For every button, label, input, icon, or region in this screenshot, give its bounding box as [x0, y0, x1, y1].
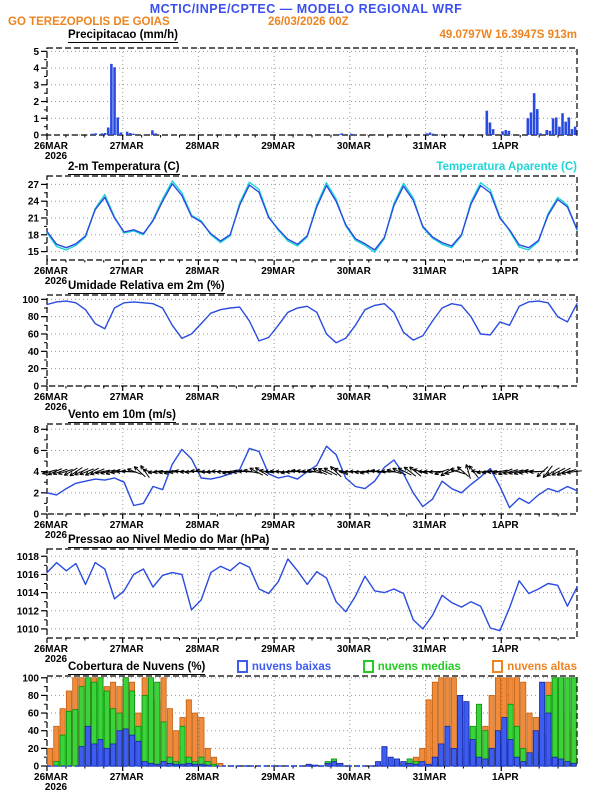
panel-title-pressure: Pressao ao Nivel Medio do Mar (hPa) [68, 534, 270, 546]
svg-text:1010: 1010 [16, 624, 39, 636]
panel-title-temperature: 2-m Temperatura (C) [68, 161, 180, 173]
svg-text:80: 80 [27, 312, 39, 324]
svg-text:29MAR: 29MAR [261, 772, 296, 783]
model-title: MCTIC/INPE/CPTEC — MODELO REGIONAL WRF [149, 2, 463, 16]
svg-text:28MAR: 28MAR [185, 772, 220, 783]
svg-text:1APR: 1APR [491, 520, 519, 531]
svg-text:1APR: 1APR [491, 392, 519, 403]
svg-text:26MAR: 26MAR [34, 141, 68, 152]
svg-text:2: 2 [33, 97, 39, 109]
svg-text:1APR: 1APR [491, 644, 519, 655]
svg-text:30MAR: 30MAR [336, 772, 371, 783]
svg-text:2026: 2026 [44, 402, 68, 413]
station-coordinates: 49.0797W 16.3947S 913m [439, 29, 577, 41]
svg-text:1APR: 1APR [491, 266, 519, 277]
svg-text:31MAR: 31MAR [412, 644, 447, 655]
svg-text:27: 27 [27, 179, 39, 191]
svg-text:1018: 1018 [16, 551, 39, 563]
svg-text:29MAR: 29MAR [261, 392, 296, 403]
svg-text:100: 100 [22, 673, 39, 685]
panel-title-clouds: Cobertura de Nuvens (%) [68, 660, 206, 673]
svg-text:60: 60 [27, 708, 39, 720]
apparent-temperature-label: Temperatura Aparente (C) [436, 161, 577, 173]
svg-text:30MAR: 30MAR [336, 392, 371, 403]
svg-text:27MAR: 27MAR [109, 266, 144, 277]
svg-text:26MAR: 26MAR [34, 266, 68, 277]
svg-text:30MAR: 30MAR [336, 266, 371, 277]
svg-text:0: 0 [33, 130, 39, 142]
svg-text:27MAR: 27MAR [109, 644, 144, 655]
svg-text:1: 1 [33, 113, 39, 125]
svg-text:60: 60 [27, 329, 39, 341]
svg-text:6: 6 [33, 445, 39, 457]
svg-text:40: 40 [27, 346, 39, 358]
svg-text:28MAR: 28MAR [185, 520, 220, 531]
svg-text:1APR: 1APR [491, 772, 519, 783]
svg-text:80: 80 [27, 690, 39, 702]
svg-text:30MAR: 30MAR [336, 520, 371, 531]
svg-text:18: 18 [27, 230, 39, 242]
svg-text:29MAR: 29MAR [261, 644, 296, 655]
svg-text:27MAR: 27MAR [109, 141, 144, 152]
legend-mid-clouds: nuvens medias [363, 660, 461, 673]
svg-text:31MAR: 31MAR [412, 141, 447, 152]
svg-text:24: 24 [27, 196, 39, 208]
svg-text:0: 0 [33, 761, 39, 773]
svg-text:40: 40 [27, 726, 39, 738]
svg-text:21: 21 [27, 213, 39, 225]
svg-text:31MAR: 31MAR [412, 772, 447, 783]
station-name: GO TEREZOPOLIS DE GOIAS [8, 16, 170, 28]
svg-text:29MAR: 29MAR [261, 141, 296, 152]
svg-text:100: 100 [22, 294, 39, 306]
svg-text:20: 20 [27, 743, 39, 755]
svg-text:5: 5 [33, 46, 39, 58]
svg-text:28MAR: 28MAR [185, 141, 220, 152]
svg-text:30MAR: 30MAR [336, 644, 371, 655]
svg-text:27MAR: 27MAR [109, 772, 144, 783]
svg-text:1014: 1014 [16, 588, 39, 600]
run-datetime: 26/03/2026 00Z [268, 16, 349, 28]
svg-text:8: 8 [33, 424, 39, 436]
svg-text:29MAR: 29MAR [261, 266, 296, 277]
svg-text:27MAR: 27MAR [109, 392, 144, 403]
legend-low-clouds: nuvens baixas [237, 660, 331, 673]
svg-text:20: 20 [27, 364, 39, 376]
svg-text:29MAR: 29MAR [261, 520, 296, 531]
svg-text:30MAR: 30MAR [336, 141, 371, 152]
svg-text:0: 0 [33, 381, 39, 393]
svg-text:1016: 1016 [16, 569, 39, 581]
svg-text:15: 15 [27, 247, 39, 259]
svg-text:2026: 2026 [44, 151, 68, 162]
svg-text:2026: 2026 [44, 654, 68, 665]
panel-title-humidity: Umidade Relativa em 2m (%) [68, 280, 225, 292]
svg-text:31MAR: 31MAR [412, 266, 447, 277]
svg-text:26MAR: 26MAR [34, 772, 68, 783]
svg-text:0: 0 [33, 509, 39, 521]
svg-text:26MAR: 26MAR [34, 520, 68, 531]
svg-text:1APR: 1APR [491, 141, 519, 152]
svg-text:28MAR: 28MAR [185, 392, 220, 403]
svg-text:2026: 2026 [44, 276, 68, 287]
legend-high-clouds: nuvens altas [492, 660, 577, 673]
svg-text:26MAR: 26MAR [34, 392, 68, 403]
panel-title-wind: Vento em 10m (m/s) [68, 409, 177, 421]
svg-text:2026: 2026 [44, 782, 68, 792]
svg-text:27MAR: 27MAR [109, 520, 144, 531]
svg-text:2026: 2026 [44, 530, 68, 541]
svg-text:1012: 1012 [16, 606, 39, 618]
svg-text:26MAR: 26MAR [34, 644, 68, 655]
svg-text:4: 4 [33, 63, 39, 75]
svg-text:3: 3 [33, 80, 39, 92]
svg-text:28MAR: 28MAR [185, 644, 220, 655]
panel-title-precipitation: Precipitacao (mm/h) [68, 29, 178, 41]
svg-text:28MAR: 28MAR [185, 266, 220, 277]
svg-text:2: 2 [33, 488, 39, 500]
svg-text:31MAR: 31MAR [412, 520, 447, 531]
svg-text:31MAR: 31MAR [412, 392, 447, 403]
svg-text:4: 4 [33, 467, 39, 479]
